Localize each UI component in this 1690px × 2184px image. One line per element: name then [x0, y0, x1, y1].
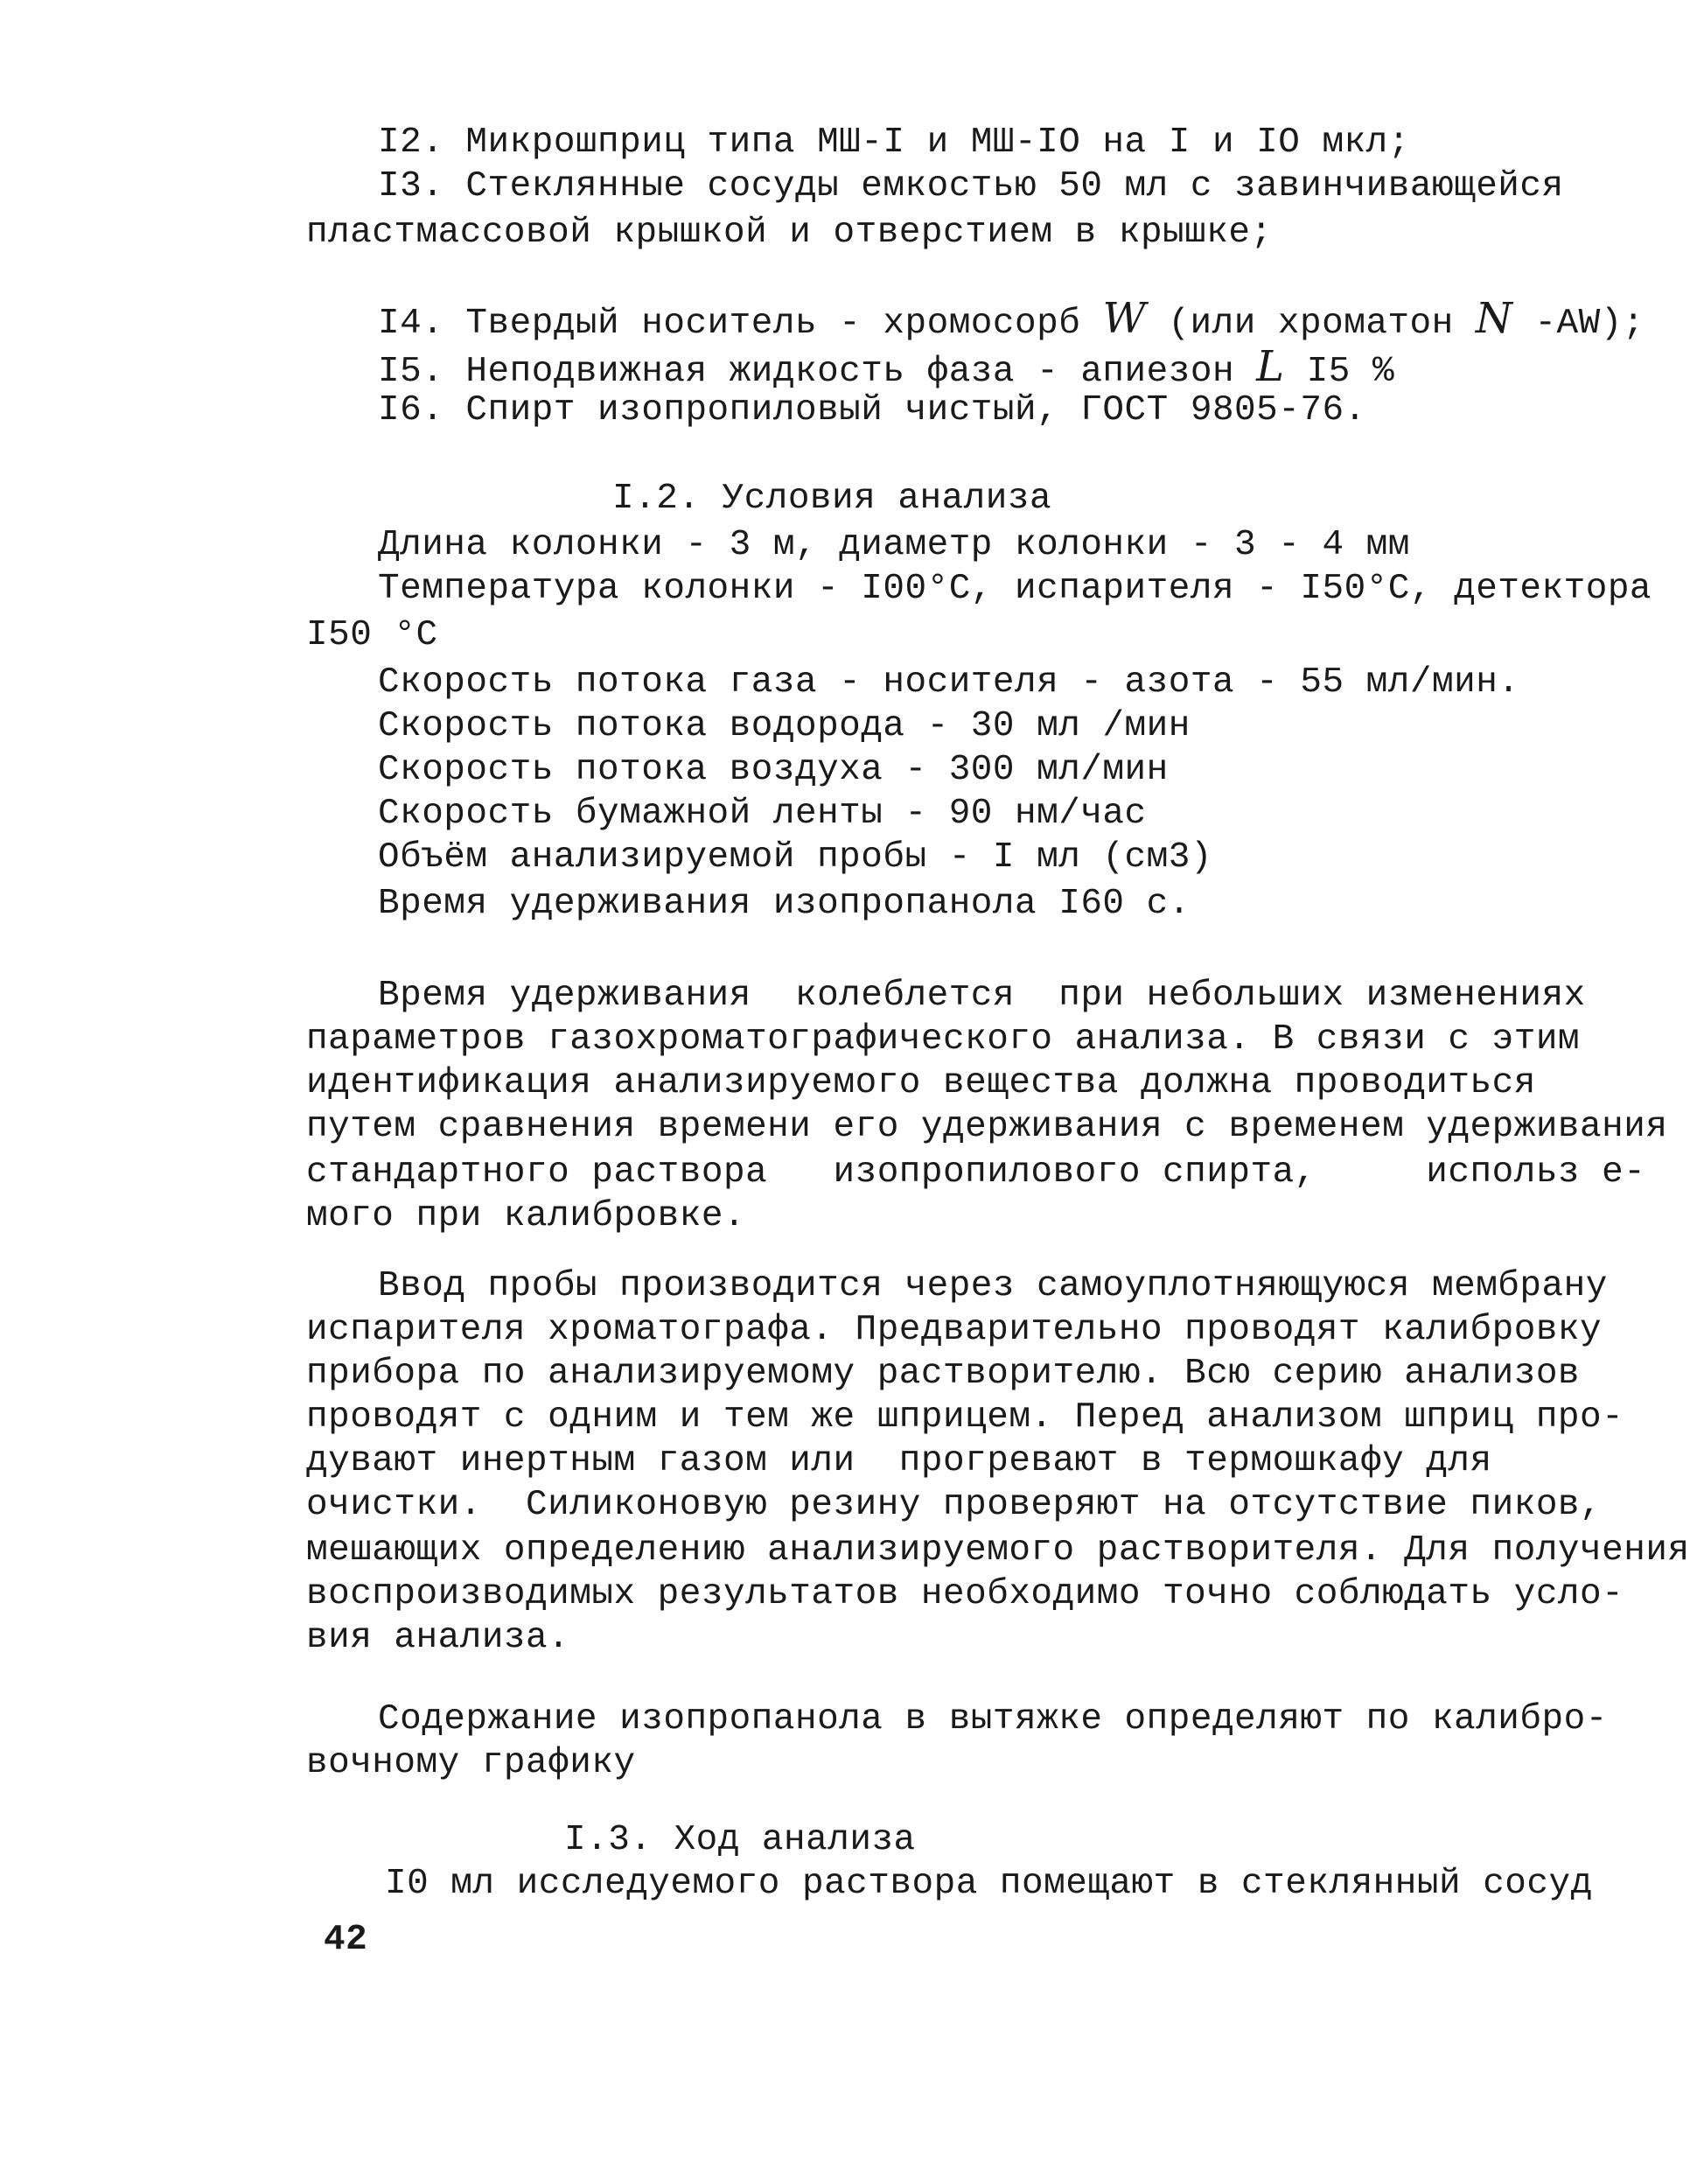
condition-retention-time: Время удерживания изопропанола I60 с.: [378, 884, 1191, 924]
retention-paragraph-line5: стандартного раствора изопропилового спирта, использ е-: [306, 1152, 1646, 1193]
section-title-procedure: I.3. Ход анализа: [564, 1820, 916, 1860]
condition-hydrogen: Скорость потока водорода - 30 мл /мин: [378, 706, 1191, 746]
equipment-item-14: [378, 294, 1645, 344]
retention-paragraph-line3: идентификация анализируемого вещества должна проводиться: [306, 1063, 1536, 1103]
injection-paragraph-line3: прибора по анализируемому растворителю. Всю серию анализов: [306, 1354, 1581, 1394]
injection-paragraph-line1: Ввод пробы производится через самоуплотняющуюся мембрану: [378, 1266, 1608, 1306]
retention-paragraph-line6: мого при калибровке.: [306, 1196, 746, 1236]
equipment-item-12: I2. Микрошприц типа МШ-I и МШ-IO на I и IO мкл;: [378, 122, 1410, 163]
item-14-prefix: I4. Твердый носитель - хромосорб: [378, 304, 1103, 344]
page-number: 42: [324, 1920, 368, 1960]
retention-paragraph-line1: Время удерживания колеблется при небольших изменениях: [378, 976, 1586, 1016]
retention-paragraph-line4: путем сравнения времени его удерживания с временем удерживания: [306, 1107, 1668, 1147]
injection-paragraph-line9: вия анализа.: [306, 1618, 570, 1658]
condition-temperature: Температура колонки - I00°С, испарителя - I50°С, детектора: [378, 569, 1652, 609]
item-14-middle: (или хроматон: [1146, 304, 1476, 344]
injection-paragraph-line2: испарителя хроматографа. Предварительно проводят калибровку: [306, 1310, 1603, 1350]
injection-paragraph-line5: дувают инертным газом или прогревают в термошкафу для: [306, 1441, 1492, 1481]
condition-air: Скорость потока воздуха - 300 мл/мин: [378, 750, 1169, 790]
equipment-item-15: [378, 342, 1395, 392]
content-paragraph-line2: вочному графику: [306, 1743, 636, 1783]
item-15-prefix: I5. Неподвижная жидкость фаза - апиезон: [378, 352, 1257, 392]
condition-carrier-gas: Скорость потока газа - носителя - азота - 55 мл/мин.: [378, 662, 1520, 703]
injection-paragraph-line7: мешающих определению анализируемого растворителя. Для получения: [306, 1530, 1690, 1571]
procedure-line1: I0 мл исследуемого раствора помещают в стеклянный сосуд: [385, 1864, 1593, 1904]
item-15-suffix: I5 %: [1284, 352, 1395, 392]
injection-paragraph-line4: проводят с одним и тем же шприцем. Перед анализом шприц про-: [306, 1397, 1624, 1438]
injection-paragraph-line6: очистки. Силиконовую резину проверяют на отсутствие пиков,: [306, 1485, 1603, 1525]
equipment-item-13-line1: I3. Стеклянные сосуды емкостью 50 мл с завинчивающейся: [378, 166, 1564, 206]
item-14-suffix: -AW);: [1512, 304, 1645, 344]
injection-paragraph-line8: воспроизводимых результатов необходимо точно соблюдать усло-: [306, 1574, 1624, 1614]
equipment-item-13-line2: пластмассовой крышкой и отверстием в крышке;: [306, 213, 1273, 253]
content-paragraph-line1: Содержание изопропанола в вытяжке определяют по калибро-: [378, 1699, 1608, 1740]
item-15-handwritten-l: L: [1256, 342, 1285, 391]
condition-paper-tape: Скорость бумажной ленты - 90 нм/час: [378, 794, 1147, 834]
equipment-item-16: I6. Спирт изопропиловый чистый, ГОСТ 9805-76.: [378, 390, 1366, 430]
item-14-handwritten-w: W: [1102, 294, 1147, 343]
condition-column-length: Длина колонки - 3 м, диаметр колонки - 3 - 4 мм: [378, 525, 1410, 565]
retention-paragraph-line2: параметров газохроматографического анализа. В связи с этим: [306, 1019, 1581, 1060]
item-14-handwritten-n: N: [1475, 294, 1513, 343]
condition-temperature-cont: I50 °С: [306, 615, 438, 655]
condition-sample-volume: Объём анализируемой пробы - I мл (см3): [378, 837, 1212, 878]
section-title-conditions: I.2. Условия анализа: [612, 479, 1052, 519]
